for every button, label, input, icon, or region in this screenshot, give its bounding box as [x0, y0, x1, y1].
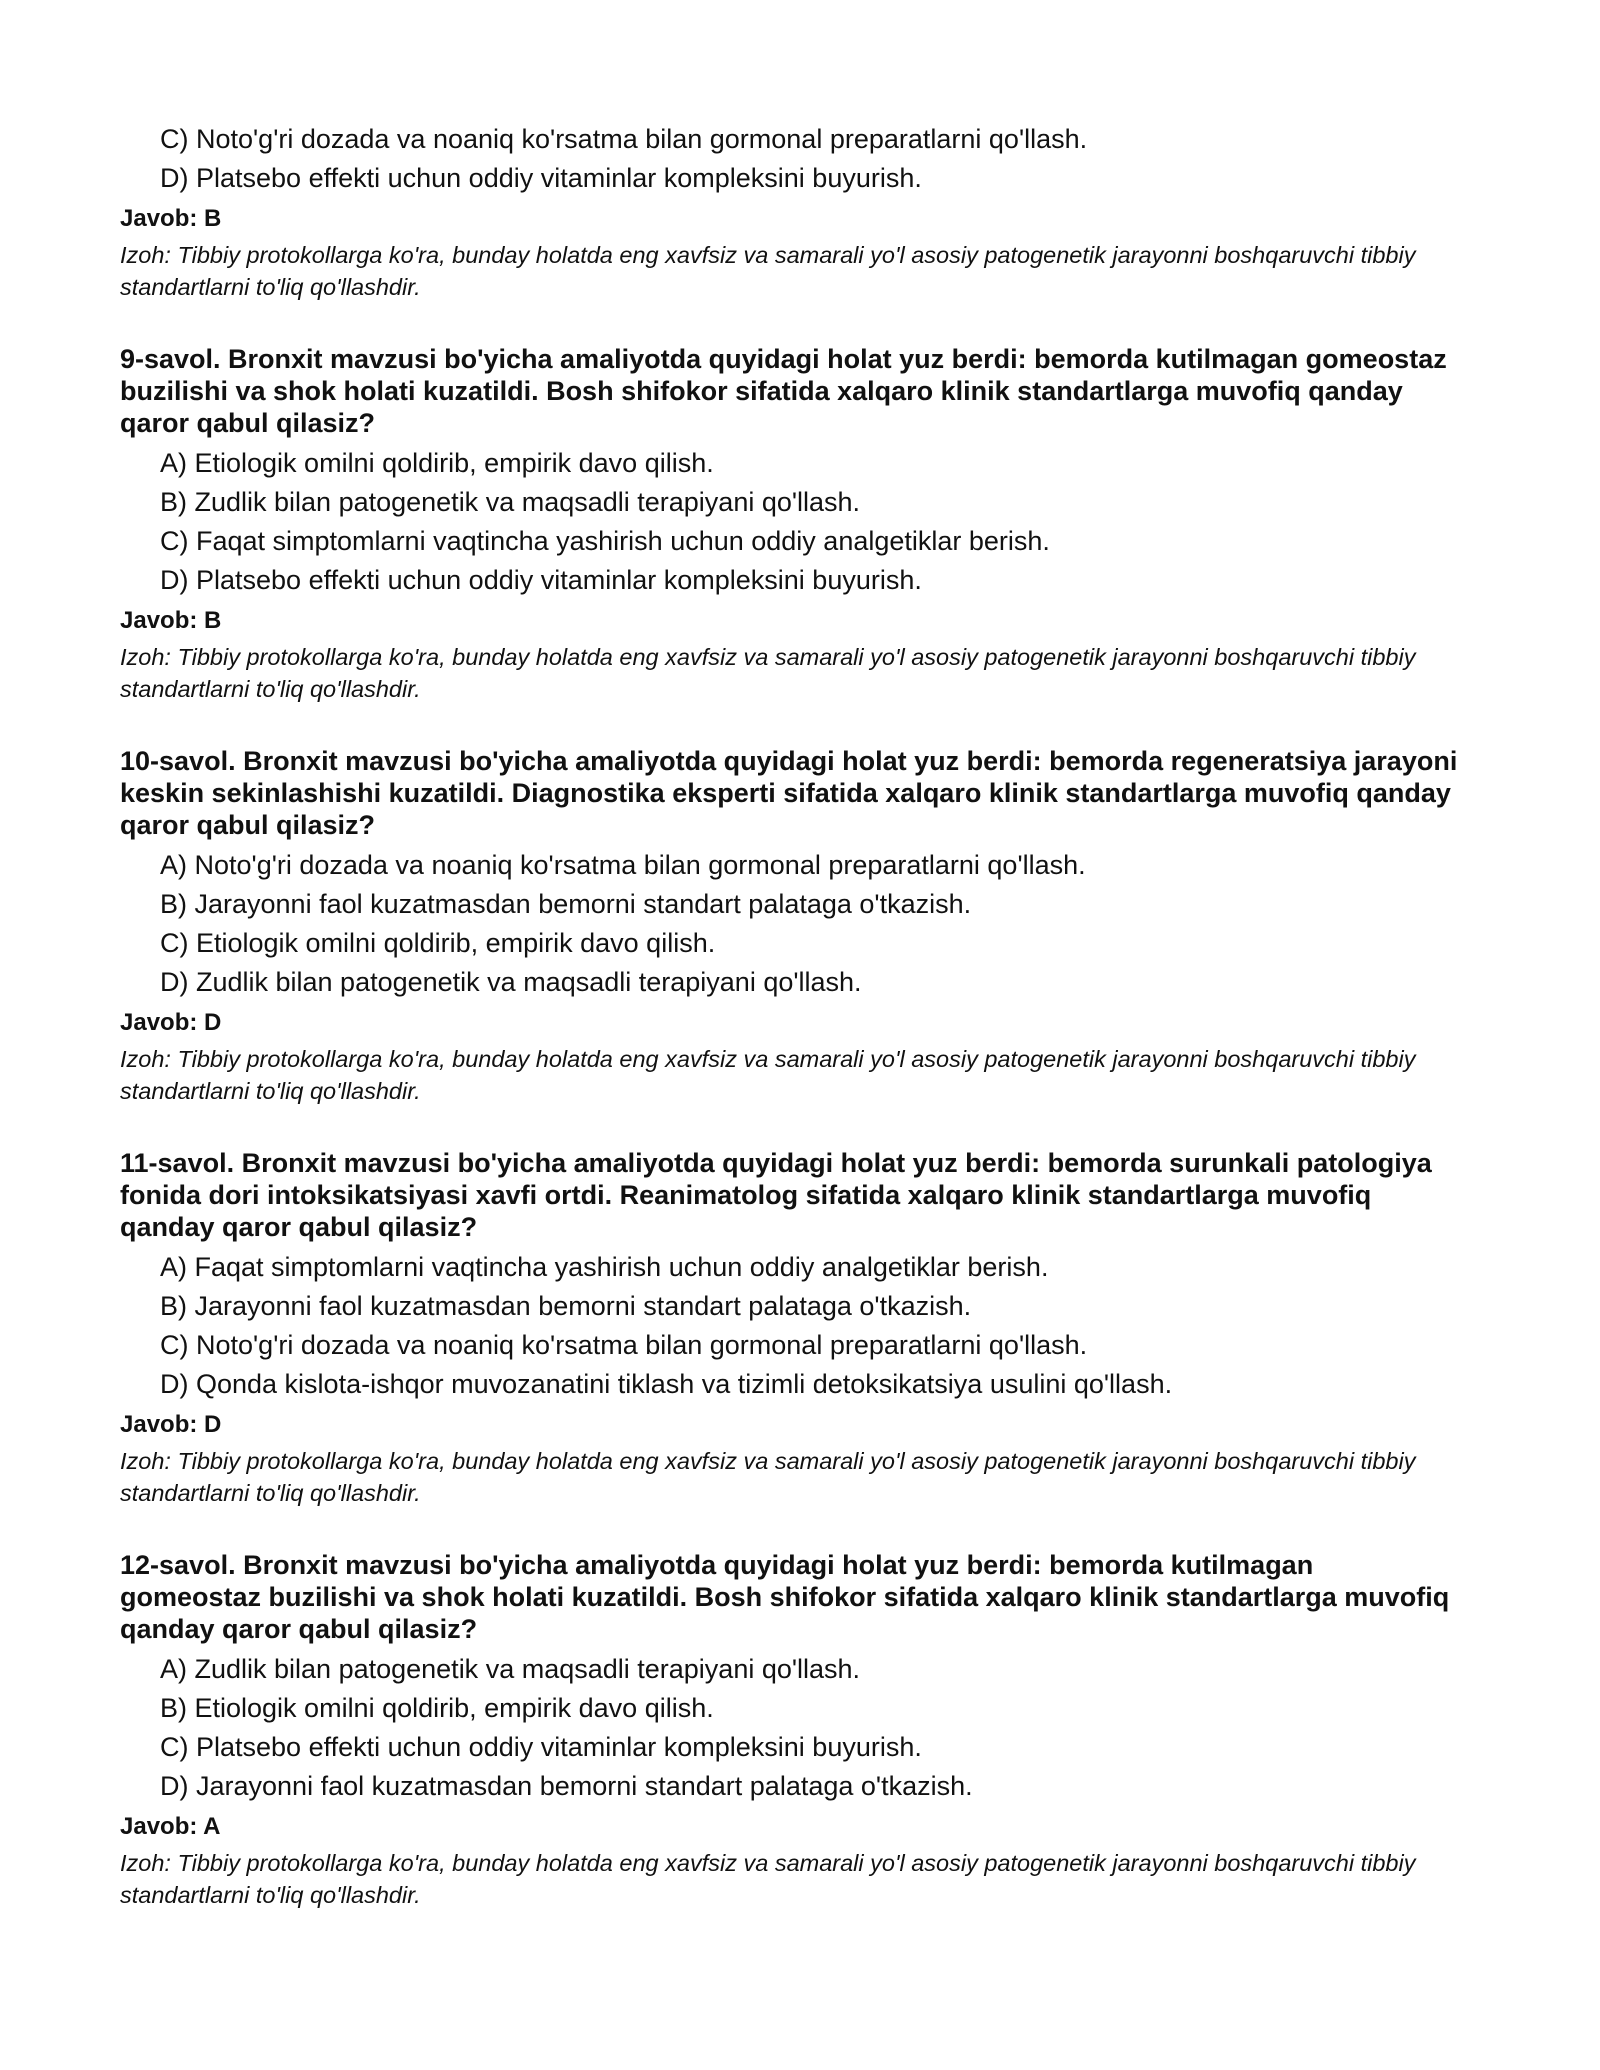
- option-b: B) Jarayonni faol kuzatmasdan bemorni standart palataga o'tkazish.: [160, 889, 972, 919]
- option-b: B) Etiologik omilni qoldirib, empirik davo qilish.: [160, 1693, 714, 1723]
- option-a: A) Noto'g'ri dozada va noaniq ko'rsatma bilan gormonal preparatlarni qo'llash.: [160, 850, 1086, 880]
- question-9: [120, 343, 1460, 705]
- question-title: 11-savol. Bronxit mavzusi bo'yicha amaliyotda quyidagi holat yuz berdi: bemorda surunkali patologiya fonida dori intoksikatsiyasi xavfi ortdi. Reanimatolog sifatida xalqaro klinik standartlarga muvofiq qanday qaror qabul qilasiz?: [120, 1148, 1432, 1242]
- option-d: D) Platsebo effekti uchun oddiy vitaminlar kompleksini buyurish.: [160, 565, 922, 595]
- explanation-note: Izoh: Tibbiy protokollarga ko'ra, bunday holatda eng xavfsiz va samarali yo'l asosiy patogenetik jarayonni boshqaruvchi tibbiy standartlarni to'liq qo'llashdir.: [120, 1046, 1416, 1104]
- option-c: C) Platsebo effekti uchun oddiy vitaminlar kompleksini buyurish.: [160, 1732, 922, 1762]
- option-c: C) Faqat simptomlarni vaqtincha yashirish uchun oddiy analgetiklar berish.: [160, 526, 1050, 556]
- explanation-note: Izoh: Tibbiy protokollarga ko'ra, bunday holatda eng xavfsiz va samarali yo'l asosiy patogenetik jarayonni boshqaruvchi tibbiy standartlarni to'liq qo'llashdir.: [120, 242, 1416, 300]
- option-a: A) Etiologik omilni qoldirib, empirik davo qilish.: [160, 448, 714, 478]
- answer-label: Javob: A: [120, 1813, 221, 1840]
- option-list: [120, 1650, 1460, 1806]
- answer-label: Javob: B: [120, 607, 222, 634]
- answer-label: Javob: D: [120, 1009, 222, 1036]
- option-c: C) Noto'g'ri dozada va noaniq ko'rsatma bilan gormonal preparatlarni qo'llash.: [160, 1330, 1088, 1360]
- option-d: D) Platsebo effekti uchun oddiy vitaminlar kompleksini buyurish.: [160, 163, 922, 193]
- question-title: 12-savol. Bronxit mavzusi bo'yicha amaliyotda quyidagi holat yuz berdi: bemorda kutilmagan gomeostaz buzilishi va shok holati kuzatildi. Bosh shifokor sifatida xalqaro klinik standartlarga muvofiq qanday qaror qabul qilasiz?: [120, 1550, 1450, 1644]
- option-list: [120, 120, 1460, 198]
- question-10: [120, 745, 1460, 1107]
- question-title: 10-savol. Bronxit mavzusi bo'yicha amaliyotda quyidagi holat yuz berdi: bemorda regeneratsiya jarayoni keskin sekinlashishi kuzatildi. Diagnostika eksperti sifatida xalqaro klinik standartlarga muvofiq qanday qaror qabul qilasiz?: [120, 746, 1458, 840]
- explanation-note: Izoh: Tibbiy protokollarga ko'ra, bunday holatda eng xavfsiz va samarali yo'l asosiy patogenetik jarayonni boshqaruvchi tibbiy standartlarni to'liq qo'llashdir.: [120, 1448, 1416, 1506]
- option-d: D) Zudlik bilan patogenetik va maqsadli terapiyani qo'llash.: [160, 967, 862, 997]
- option-list: [120, 846, 1460, 1002]
- option-a: A) Faqat simptomlarni vaqtincha yashirish uchun oddiy analgetiklar berish.: [160, 1252, 1049, 1282]
- answer-label: Javob: B: [120, 205, 222, 232]
- option-b: B) Jarayonni faol kuzatmasdan bemorni standart palataga o'tkazish.: [160, 1291, 972, 1321]
- option-a: A) Zudlik bilan patogenetik va maqsadli terapiyani qo'llash.: [160, 1654, 861, 1684]
- option-b: B) Zudlik bilan patogenetik va maqsadli terapiyani qo'llash.: [160, 487, 861, 517]
- answer-label: Javob: D: [120, 1411, 222, 1438]
- option-c: C) Etiologik omilni qoldirib, empirik davo qilish.: [160, 928, 716, 958]
- question-8-continuation: [120, 120, 1460, 303]
- option-c: C) Noto'g'ri dozada va noaniq ko'rsatma bilan gormonal preparatlarni qo'llash.: [160, 124, 1088, 154]
- question-title: 9-savol. Bronxit mavzusi bo'yicha amaliyotda quyidagi holat yuz berdi: bemorda kutilmagan gomeostaz buzilishi va shok holati kuzatildi. Bosh shifokor sifatida xalqaro klinik standartlarga muvofiq qanday qaror qabul qilasiz?: [120, 344, 1447, 438]
- document-page: [120, 120, 1460, 1911]
- option-d: D) Jarayonni faol kuzatmasdan bemorni standart palataga o'tkazish.: [160, 1771, 973, 1801]
- explanation-note: Izoh: Tibbiy protokollarga ko'ra, bunday holatda eng xavfsiz va samarali yo'l asosiy patogenetik jarayonni boshqaruvchi tibbiy standartlarni to'liq qo'llashdir.: [120, 644, 1416, 702]
- option-d: D) Qonda kislota-ishqor muvozanatini tiklash va tizimli detoksikatsiya usulini qo'llash.: [160, 1369, 1173, 1399]
- explanation-note: Izoh: Tibbiy protokollarga ko'ra, bunday holatda eng xavfsiz va samarali yo'l asosiy patogenetik jarayonni boshqaruvchi tibbiy standartlarni to'liq qo'llashdir.: [120, 1850, 1416, 1908]
- option-list: [120, 444, 1460, 600]
- question-12: [120, 1549, 1460, 1911]
- option-list: [120, 1248, 1460, 1404]
- question-11: [120, 1147, 1460, 1509]
